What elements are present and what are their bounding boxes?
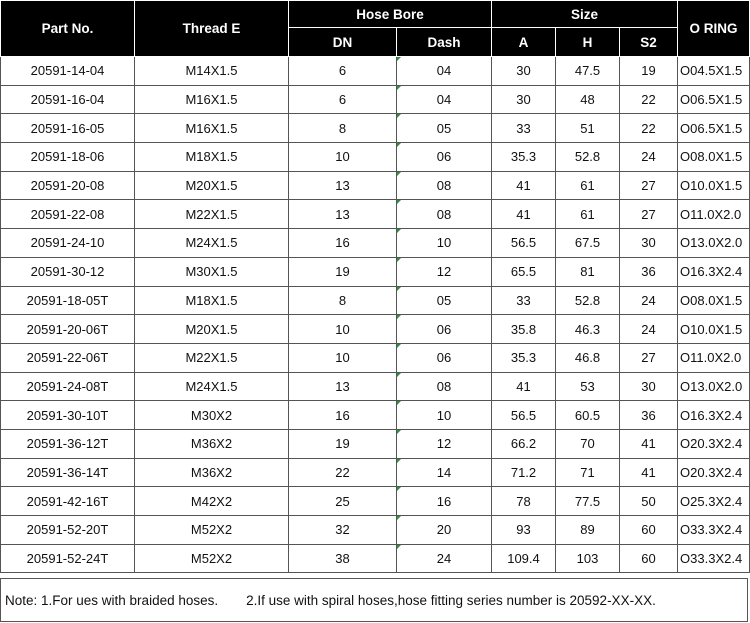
cell-o-ring: O13.0X2.0 [678, 372, 750, 401]
cell-s2: 24 [620, 286, 678, 315]
cell-dash: 12 [397, 257, 492, 286]
cell-thread: M18X1.5 [135, 286, 289, 315]
table-row [1, 516, 750, 545]
cell-a: 41 [492, 200, 556, 229]
cell-h: 52.8 [556, 286, 620, 315]
cell-s2: 36 [620, 401, 678, 430]
cell-dash: 05 [397, 114, 492, 143]
cell-dash: 24 [397, 544, 492, 573]
cell-a: 41 [492, 171, 556, 200]
cell-part-no: 20591-20-06T [1, 315, 135, 344]
cell-thread: M52X2 [135, 544, 289, 573]
cell-o-ring: O25.3X2.4 [678, 487, 750, 516]
table-header [1, 1, 750, 57]
header-dn: DN [289, 28, 397, 57]
cell-a: 78 [492, 487, 556, 516]
cell-dash: 05 [397, 286, 492, 315]
footnote [0, 578, 748, 622]
note-braided: Note: 1.For ues with braided hoses. [5, 592, 219, 608]
cell-part-no: 20591-16-04 [1, 85, 135, 114]
cell-part-no: 20591-30-10T [1, 401, 135, 430]
cell-dn: 10 [289, 143, 397, 172]
cell-a: 33 [492, 114, 556, 143]
cell-s2: 22 [620, 114, 678, 143]
cell-dash: 04 [397, 57, 492, 86]
cell-dn: 6 [289, 57, 397, 86]
cell-thread: M20X1.5 [135, 171, 289, 200]
table-row [1, 143, 750, 172]
cell-h: 77.5 [556, 487, 620, 516]
cell-thread: M22X1.5 [135, 343, 289, 372]
cell-thread: M14X1.5 [135, 57, 289, 86]
cell-thread: M24X1.5 [135, 229, 289, 258]
table-row [1, 114, 750, 143]
cell-o-ring: O11.0X2.0 [678, 343, 750, 372]
header-hose-bore: Hose Bore [289, 1, 492, 28]
cell-dash: 10 [397, 229, 492, 258]
cell-dn: 8 [289, 286, 397, 315]
table-row [1, 458, 750, 487]
cell-o-ring: O16.3X2.4 [678, 257, 750, 286]
cell-a: 56.5 [492, 229, 556, 258]
cell-dash: 12 [397, 429, 492, 458]
table-row [1, 257, 750, 286]
cell-part-no: 20591-24-10 [1, 229, 135, 258]
cell-h: 103 [556, 544, 620, 573]
cell-thread: M16X1.5 [135, 85, 289, 114]
cell-part-no: 20591-52-20T [1, 516, 135, 545]
cell-dash: 06 [397, 143, 492, 172]
cell-part-no: 20591-36-14T [1, 458, 135, 487]
cell-s2: 41 [620, 458, 678, 487]
cell-o-ring: O11.0X2.0 [678, 200, 750, 229]
header-size: Size [492, 1, 678, 28]
cell-a: 35.8 [492, 315, 556, 344]
cell-s2: 36 [620, 257, 678, 286]
cell-dash: 06 [397, 315, 492, 344]
cell-part-no: 20591-20-08 [1, 171, 135, 200]
cell-h: 48 [556, 85, 620, 114]
table-body [1, 57, 750, 573]
cell-dn: 13 [289, 171, 397, 200]
cell-o-ring: O08.0X1.5 [678, 143, 750, 172]
cell-h: 52.8 [556, 143, 620, 172]
cell-o-ring: O10.0X1.5 [678, 171, 750, 200]
cell-s2: 30 [620, 229, 678, 258]
cell-s2: 50 [620, 487, 678, 516]
cell-thread: M36X2 [135, 429, 289, 458]
cell-dn: 8 [289, 114, 397, 143]
cell-s2: 19 [620, 57, 678, 86]
cell-dn: 32 [289, 516, 397, 545]
cell-h: 71 [556, 458, 620, 487]
cell-dn: 13 [289, 200, 397, 229]
header-dash: Dash [397, 28, 492, 57]
cell-a: 66.2 [492, 429, 556, 458]
cell-dn: 16 [289, 401, 397, 430]
cell-thread: M16X1.5 [135, 114, 289, 143]
cell-o-ring: O16.3X2.4 [678, 401, 750, 430]
cell-a: 41 [492, 372, 556, 401]
cell-part-no: 20591-42-16T [1, 487, 135, 516]
table-row [1, 429, 750, 458]
cell-thread: M20X1.5 [135, 315, 289, 344]
cell-thread: M30X2 [135, 401, 289, 430]
note-spiral: 2.If use with spiral hoses,hose fitting series number is 20592-XX-XX. [246, 592, 656, 608]
cell-thread: M36X2 [135, 458, 289, 487]
table-row [1, 229, 750, 258]
cell-part-no: 20591-22-08 [1, 200, 135, 229]
cell-a: 33 [492, 286, 556, 315]
cell-thread: M52X2 [135, 516, 289, 545]
cell-o-ring: O06.5X1.5 [678, 85, 750, 114]
table-row [1, 372, 750, 401]
header-part-no: Part No. [1, 1, 135, 57]
cell-s2: 60 [620, 516, 678, 545]
cell-a: 30 [492, 85, 556, 114]
cell-dn: 38 [289, 544, 397, 573]
cell-a: 35.3 [492, 143, 556, 172]
cell-s2: 22 [620, 85, 678, 114]
cell-h: 60.5 [556, 401, 620, 430]
cell-part-no: 20591-18-05T [1, 286, 135, 315]
cell-dn: 19 [289, 257, 397, 286]
cell-o-ring: O13.0X2.0 [678, 229, 750, 258]
header-s2: S2 [620, 28, 678, 57]
cell-thread: M22X1.5 [135, 200, 289, 229]
cell-s2: 60 [620, 544, 678, 573]
table-row [1, 544, 750, 573]
cell-o-ring: O06.5X1.5 [678, 114, 750, 143]
table-row [1, 487, 750, 516]
cell-o-ring: O08.0X1.5 [678, 286, 750, 315]
table-row [1, 286, 750, 315]
table-row [1, 57, 750, 86]
cell-part-no: 20591-24-08T [1, 372, 135, 401]
cell-a: 35.3 [492, 343, 556, 372]
cell-part-no: 20591-30-12 [1, 257, 135, 286]
cell-dn: 13 [289, 372, 397, 401]
cell-a: 93 [492, 516, 556, 545]
cell-s2: 24 [620, 315, 678, 344]
cell-o-ring: O33.3X2.4 [678, 516, 750, 545]
header-thread: Thread E [135, 1, 289, 57]
cell-thread: M18X1.5 [135, 143, 289, 172]
cell-o-ring: O10.0X1.5 [678, 315, 750, 344]
cell-dn: 19 [289, 429, 397, 458]
cell-h: 53 [556, 372, 620, 401]
table-row [1, 85, 750, 114]
cell-dn: 10 [289, 315, 397, 344]
cell-part-no: 20591-52-24T [1, 544, 135, 573]
cell-s2: 41 [620, 429, 678, 458]
cell-dn: 25 [289, 487, 397, 516]
cell-h: 89 [556, 516, 620, 545]
cell-thread: M24X1.5 [135, 372, 289, 401]
cell-s2: 24 [620, 143, 678, 172]
cell-h: 67.5 [556, 229, 620, 258]
cell-s2: 27 [620, 171, 678, 200]
cell-dash: 08 [397, 200, 492, 229]
cell-part-no: 20591-18-06 [1, 143, 135, 172]
header-a: A [492, 28, 556, 57]
table-row [1, 171, 750, 200]
cell-dn: 16 [289, 229, 397, 258]
cell-part-no: 20591-22-06T [1, 343, 135, 372]
cell-a: 65.5 [492, 257, 556, 286]
cell-dash: 10 [397, 401, 492, 430]
cell-dash: 14 [397, 458, 492, 487]
cell-dash: 08 [397, 372, 492, 401]
cell-dash: 20 [397, 516, 492, 545]
cell-dn: 22 [289, 458, 397, 487]
cell-a: 71.2 [492, 458, 556, 487]
cell-dash: 16 [397, 487, 492, 516]
cell-o-ring: O33.3X2.4 [678, 544, 750, 573]
cell-o-ring: O04.5X1.5 [678, 57, 750, 86]
cell-a: 109.4 [492, 544, 556, 573]
cell-dash: 08 [397, 171, 492, 200]
cell-h: 61 [556, 171, 620, 200]
cell-s2: 30 [620, 372, 678, 401]
cell-h: 70 [556, 429, 620, 458]
cell-thread: M42X2 [135, 487, 289, 516]
table-row [1, 343, 750, 372]
table-row [1, 401, 750, 430]
cell-part-no: 20591-36-12T [1, 429, 135, 458]
cell-h: 61 [556, 200, 620, 229]
cell-h: 47.5 [556, 57, 620, 86]
cell-part-no: 20591-14-04 [1, 57, 135, 86]
cell-s2: 27 [620, 200, 678, 229]
cell-s2: 27 [620, 343, 678, 372]
cell-a: 56.5 [492, 401, 556, 430]
header-o-ring: O RING [678, 1, 750, 57]
cell-h: 46.3 [556, 315, 620, 344]
cell-a: 30 [492, 57, 556, 86]
cell-dn: 6 [289, 85, 397, 114]
table-row [1, 315, 750, 344]
cell-part-no: 20591-16-05 [1, 114, 135, 143]
cell-dash: 04 [397, 85, 492, 114]
cell-o-ring: O20.3X2.4 [678, 429, 750, 458]
cell-thread: M30X1.5 [135, 257, 289, 286]
cell-h: 51 [556, 114, 620, 143]
cell-h: 81 [556, 257, 620, 286]
cell-dn: 10 [289, 343, 397, 372]
header-h: H [556, 28, 620, 57]
cell-o-ring: O20.3X2.4 [678, 458, 750, 487]
table-row [1, 200, 750, 229]
cell-h: 46.8 [556, 343, 620, 372]
cell-dash: 06 [397, 343, 492, 372]
